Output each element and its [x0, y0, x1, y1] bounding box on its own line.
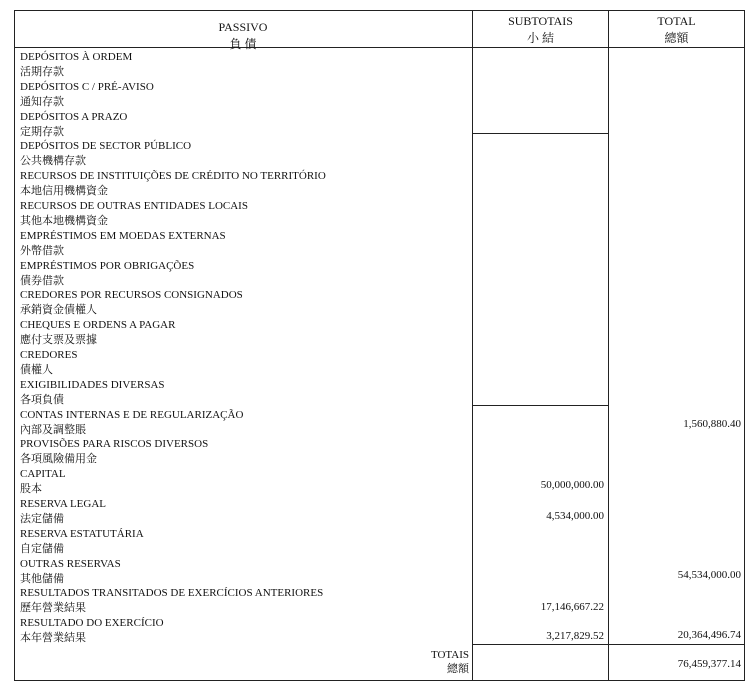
line-item: CONTAS INTERNAS E DE REGULARIZAÇÃO	[20, 408, 244, 421]
line-item: 承銷資金債權人	[20, 304, 97, 317]
line-item: 歷年營業結果	[20, 602, 86, 615]
line-item: 股本	[20, 483, 42, 496]
reserva-legal-subtotal: 4,534,000.00	[546, 510, 604, 522]
line-item: CAPITAL	[20, 468, 66, 481]
header-passivo	[14, 19, 472, 53]
capital-subtotal: 50,000,000.00	[540, 479, 604, 491]
header-subtotais-zh: 小 結	[526, 31, 554, 45]
line-item: EMPRÉSTIMOS POR OBRIGAÇÕES	[20, 259, 195, 272]
resultado-exercicio-total: 20,364,496.74	[677, 629, 741, 641]
line-item: DEPÓSITOS C / PRÉ-AVISO	[20, 80, 154, 93]
line-item: CREDORES POR RECURSOS CONSIGNADOS	[20, 289, 243, 302]
line-item: 債券借款	[20, 274, 64, 287]
line-item: RESULTADO DO EXERCÍCIO	[20, 617, 164, 630]
line-item: CREDORES	[20, 349, 78, 361]
line-item: RESERVA ESTATUTÁRIA	[20, 527, 144, 540]
totals-divider	[472, 644, 745, 645]
line-item: 定期存款	[20, 125, 64, 138]
line-item: 各項風險備用金	[20, 453, 97, 466]
line-item: PROVISÕES PARA RISCOS DIVERSOS	[20, 438, 209, 451]
totals-label-zh: 總額	[447, 663, 469, 675]
subtotal-sep-1	[472, 133, 609, 134]
line-item: 自定儲備	[20, 542, 64, 555]
frame-left	[14, 10, 15, 681]
line-item: DEPÓSITOS A PRAZO	[20, 110, 128, 123]
line-item: OUTRAS RESERVAS	[20, 557, 121, 570]
line-item: CHEQUES E ORDENS A PAGAR	[20, 319, 176, 332]
line-item: 公共機構存款	[20, 155, 86, 168]
resultados-transitados-subtotal: 17,146,667.22	[540, 601, 604, 613]
line-item: 通知存款	[20, 95, 64, 108]
line-item: DEPÓSITOS DE SECTOR PÚBLICO	[20, 140, 192, 153]
line-item: RESERVA LEGAL	[20, 498, 107, 510]
line-item: EXIGIBILIDADES DIVERSAS	[20, 378, 165, 391]
line-item: 本地信用機構資金	[20, 185, 108, 198]
line-item: 應付支票及票據	[20, 334, 97, 347]
line-item: 內部及調整賬	[20, 423, 86, 436]
line-item: 法定儲備	[20, 512, 64, 525]
line-item: 其他本地機構資金	[20, 214, 108, 227]
line-item: 本年營業結果	[20, 632, 86, 645]
grand-total: 76,459,377.14	[677, 658, 741, 670]
header-subtotais-pt: SUBTOTAIS	[508, 14, 573, 28]
line-item: RECURSOS DE INSTITUIÇÕES DE CRÉDITO NO TERRITÓRIO	[20, 170, 326, 183]
line-item: 債權人	[20, 363, 53, 376]
resultado-exercicio-subtotal: 3,217,829.52	[546, 630, 604, 642]
header-total-pt: TOTAL	[657, 14, 696, 28]
frame-top	[14, 10, 745, 11]
col-divider-2	[608, 10, 609, 681]
header-passivo-pt: PASSIVO	[218, 20, 268, 34]
subtotal-sep-2	[472, 405, 609, 406]
frame-bottom	[14, 680, 745, 681]
totals-label-pt: TOTAIS	[430, 649, 469, 661]
header-subtotais	[473, 13, 608, 47]
line-item: 各項負債	[20, 393, 64, 406]
line-item: 外幣借款	[20, 244, 64, 257]
balance-sheet-liabilities	[14, 10, 745, 681]
line-item: 其他儲備	[20, 572, 64, 585]
frame-right	[744, 10, 745, 681]
line-item: 活期存款	[20, 65, 64, 78]
header-total	[609, 13, 744, 47]
header-total-zh: 總額	[664, 31, 689, 45]
totals-label	[394, 648, 469, 676]
line-item: RECURSOS DE OUTRAS ENTIDADES LOCAIS	[20, 200, 248, 212]
col-divider-1	[472, 10, 473, 681]
line-item: DEPÓSITOS À ORDEM	[20, 51, 133, 63]
outras-reservas-total: 54,534,000.00	[677, 569, 741, 581]
contas-internas-total: 1,560,880.40	[683, 418, 741, 430]
header-passivo-zh: 負 債	[229, 37, 257, 51]
line-item: EMPRÉSTIMOS EM MOEDAS EXTERNAS	[20, 229, 226, 242]
line-item: RESULTADOS TRANSITADOS DE EXERCÍCIOS ANTERIORES	[20, 587, 324, 600]
